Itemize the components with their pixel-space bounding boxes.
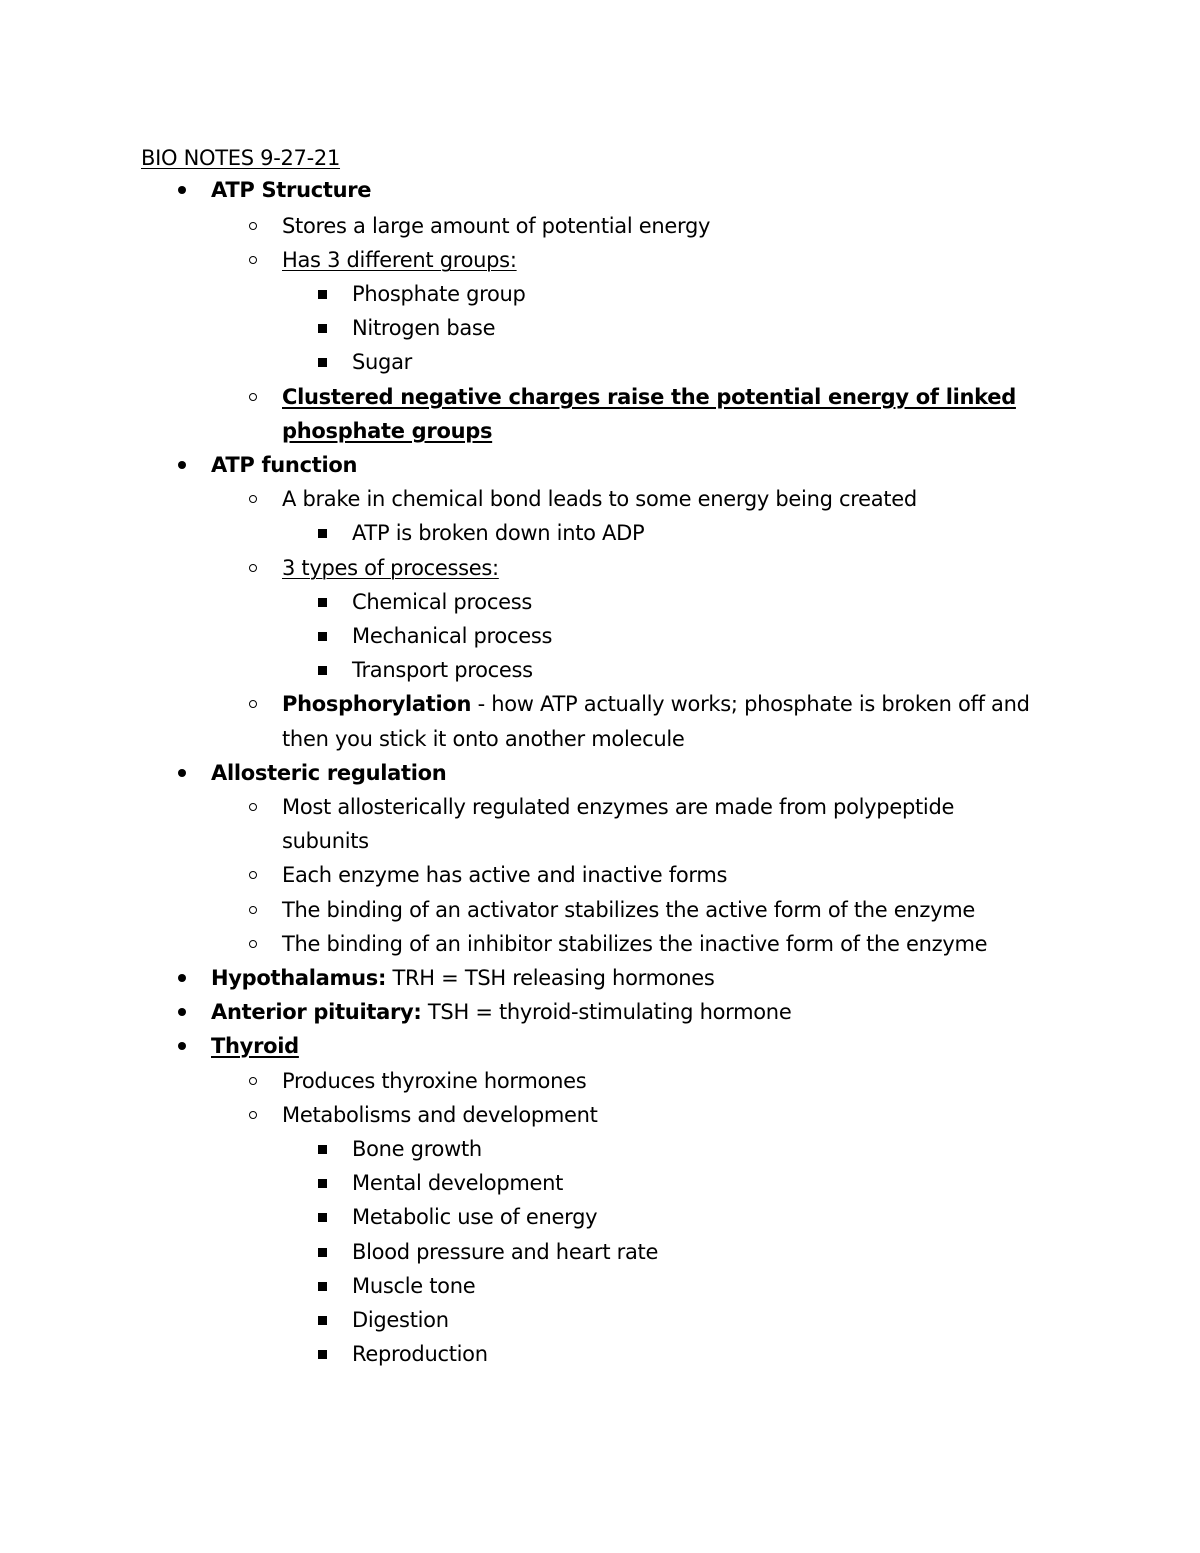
definition: TSH = thyroid-stimulating hormone <box>421 1000 792 1024</box>
term: Anterior pituitary: <box>211 1000 422 1024</box>
bullet-circle-icon <box>249 858 257 892</box>
bullet-square-icon <box>318 653 327 687</box>
list-item-text: then you stick it onto another molecule <box>282 727 685 751</box>
bullet-dot-icon <box>178 961 186 995</box>
bullet-circle-icon <box>249 243 257 277</box>
list-item-text: subunits <box>282 829 369 853</box>
bullet-circle-icon <box>249 551 257 585</box>
bullet-dot-icon <box>178 995 186 1029</box>
bullet-circle-icon <box>249 209 257 243</box>
section-heading: ATP function <box>211 453 358 477</box>
list-item-text: The binding of an inhibitor stabilizes the inactive form of the enzyme <box>282 932 988 956</box>
bullet-circle-icon <box>249 790 257 824</box>
page-title: BIO NOTES 9-27-21 <box>141 146 341 170</box>
bullet-circle-icon <box>249 380 257 414</box>
bullet-square-icon <box>318 516 327 550</box>
list-item-text <box>211 995 791 1029</box>
bullet-square-icon <box>318 1303 327 1337</box>
list-item-text: Transport process <box>352 658 533 682</box>
list-item-text: Has 3 different groups: <box>282 248 517 272</box>
bullet-square-icon <box>318 1235 327 1269</box>
list-item-text: Chemical process <box>352 590 533 614</box>
bullet-square-icon <box>318 1132 327 1166</box>
list-item-text: Each enzyme has active and inactive forms <box>282 863 728 887</box>
bullet-square-icon <box>318 1166 327 1200</box>
list-item-text <box>282 687 1030 721</box>
bullet-circle-icon <box>249 893 257 927</box>
list-item-text: Mechanical process <box>352 624 553 648</box>
list-item-text: Most allosterically regulated enzymes are made from polypeptide <box>282 795 955 819</box>
list-item-text: Blood pressure and heart rate <box>352 1240 659 1264</box>
bullet-square-icon <box>318 277 327 311</box>
list-item-text: Mental development <box>352 1171 564 1195</box>
list-item-text: Reproduction <box>352 1342 488 1366</box>
bullet-circle-icon <box>249 1098 257 1132</box>
list-item-text: A brake in chemical bond leads to some energy being created <box>282 487 917 511</box>
list-item-text: Digestion <box>352 1308 449 1332</box>
term: Phosphorylation <box>282 692 472 716</box>
bullet-circle-icon <box>249 927 257 961</box>
list-item-text: Stores a large amount of potential energy <box>282 214 711 238</box>
bullet-square-icon <box>318 585 327 619</box>
bullet-circle-icon <box>249 1064 257 1098</box>
section-heading: Allosteric regulation <box>211 761 447 785</box>
list-item-text: 3 types of processes: <box>282 556 499 580</box>
list-item-text: Metabolisms and development <box>282 1103 598 1127</box>
bullet-dot-icon <box>178 448 186 482</box>
bullet-square-icon <box>318 1200 327 1234</box>
list-item-text: Muscle tone <box>352 1274 476 1298</box>
bullet-dot-icon <box>178 1029 186 1063</box>
bullet-square-icon <box>318 619 327 653</box>
list-item-text: phosphate groups <box>282 419 493 443</box>
section-heading: ATP Structure <box>211 178 372 202</box>
definition: TRH = TSH releasing hormones <box>386 966 715 990</box>
bullet-dot-icon <box>178 173 186 207</box>
bullet-square-icon <box>318 1337 327 1371</box>
list-item-text <box>211 961 715 995</box>
list-item-text: Sugar <box>352 350 412 374</box>
term: Hypothalamus: <box>211 966 387 990</box>
list-item-text: Nitrogen base <box>352 316 496 340</box>
list-item-text: Metabolic use of energy <box>352 1205 598 1229</box>
definition: - how ATP actually works; phosphate is broken off and <box>471 692 1030 716</box>
bullet-square-icon <box>318 311 327 345</box>
list-item-text: Produces thyroxine hormones <box>282 1069 587 1093</box>
list-item-text: The binding of an activator stabilizes the active form of the enzyme <box>282 898 976 922</box>
bullet-square-icon <box>318 345 327 379</box>
bullet-square-icon <box>318 1269 327 1303</box>
section-heading: Thyroid <box>211 1034 299 1058</box>
bullet-dot-icon <box>178 756 186 790</box>
list-item-text: ATP is broken down into ADP <box>352 521 645 545</box>
bullet-circle-icon <box>249 687 257 721</box>
list-item-text: Clustered negative charges raise the potential energy of linked <box>282 385 1016 409</box>
list-item-text: Bone growth <box>352 1137 482 1161</box>
list-item-text: Phosphate group <box>352 282 526 306</box>
bullet-circle-icon <box>249 482 257 516</box>
